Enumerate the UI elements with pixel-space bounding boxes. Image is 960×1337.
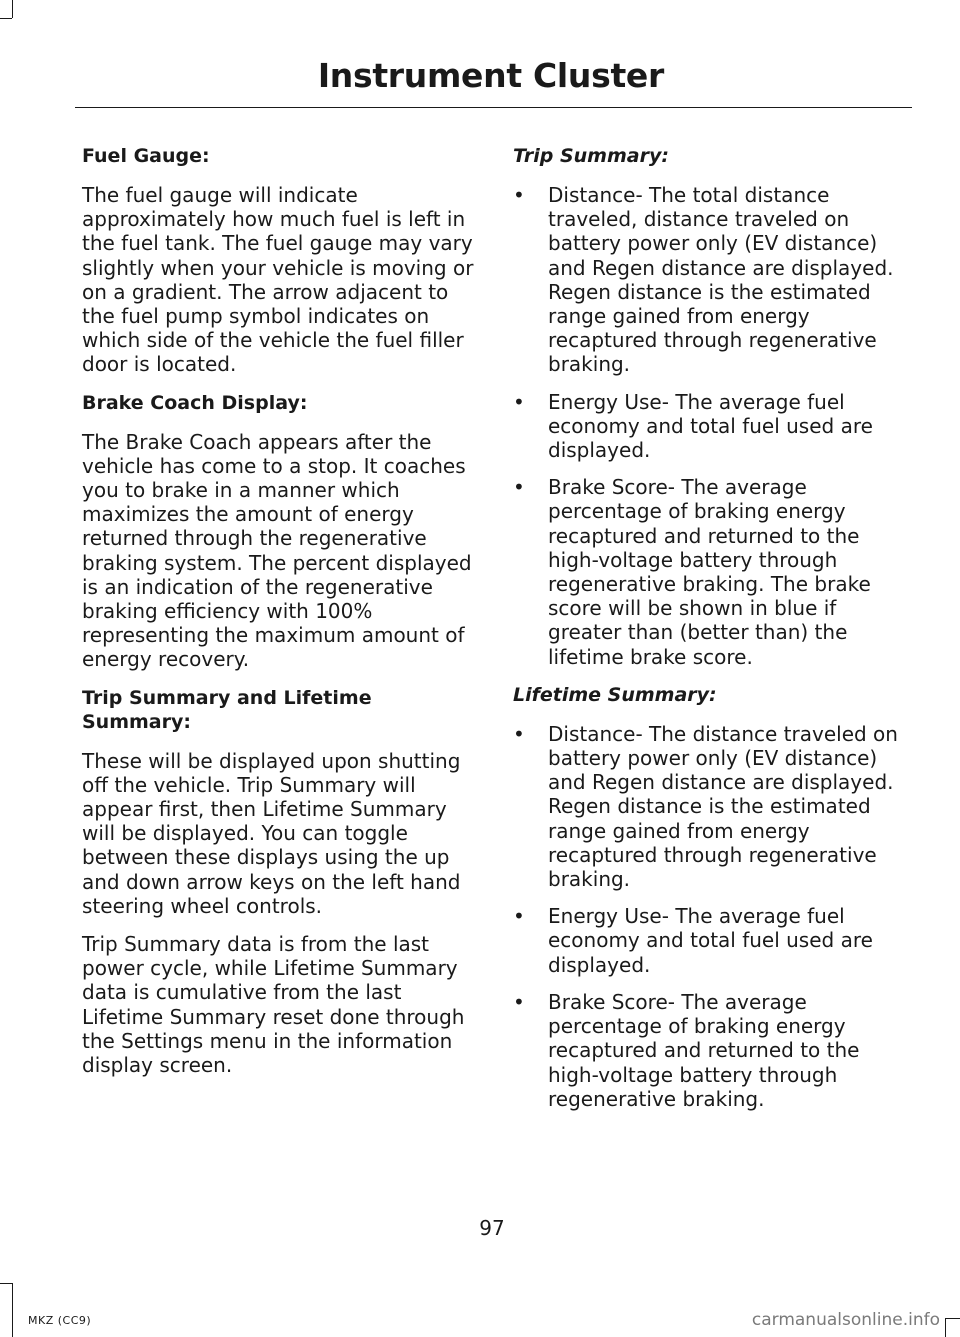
crop-mark-bottom-left-horizontal [0,1283,13,1284]
page-number: 97 [479,1216,505,1240]
list-item-text: Brake Score- The average percentage of braking energy recaptured and returned to the high-voltage battery through regenerative braking. The brake score will be shown in blue if greater than (better than) the lifetime brake score. [548,475,871,669]
crop-mark-bottom-left-vertical [12,1283,13,1337]
list-item [513,475,909,669]
crop-mark-bottom-right-horizontal [945,1318,960,1319]
list-item-text: Brake Score- The average percentage of braking energy recaptured and returned to the high-voltage battery through regenerative braking. [548,989,860,1111]
paragraph-fuel-gauge: The fuel gauge will indicate approximately how much fuel is left in the fuel tank. The fuel gauge may vary slightly when your vehicle is moving or on a gradient. The arrow adjacent to the fuel pump symbol indicates on which side of the vehicle the fuel filler door is located. [82,183,474,377]
paragraph-summaries-data: Trip Summary data is from the last power cycle, while Lifetime Summary data is cumulative from the last Lifetime Summary reset done through the Settings menu in the information display screen. [82,932,465,1078]
paragraph-brake-coach: The Brake Coach appears after the vehicle has come to a stop. It coaches you to brake in a manner which maximizes the amount of energy returned through the regenerative braking system. The percent displayed is an indication of the regenerative braking efficiency with 100% representing the maximum amount of energy recovery. [82,429,472,672]
section-heading-brake-coach: Brake Coach Display: [82,391,308,414]
header-divider [75,107,912,108]
list-item [513,390,909,463]
paragraph-summaries-display: These will be displayed upon shutting off the vehicle. Trip Summary will appear first, then Lifetime Summary will be displayed. You can toggle between these displays using the up and down arrow keys on the left hand steering wheel controls. [82,748,461,918]
footer-model-code: MKZ (CC9) [28,1314,92,1327]
page-title: Instrument Cluster [317,56,664,95]
bullet-glyph: • [513,904,525,929]
list-item-text: Energy Use- The average fuel economy and total fuel used are displayed. [548,389,873,463]
list-item [513,183,909,377]
section-heading-fuel-gauge: Fuel Gauge: [82,145,210,167]
list-item-text: Energy Use- The average fuel economy and total fuel used are displayed. [548,904,873,977]
watermark: carmanualsonline.info [751,1310,940,1330]
right-column [513,144,909,1125]
bullet-glyph: • [513,183,525,207]
list-item-text: Distance- The distance traveled on battery power only (EV distance) and Regen distance are displayed. Regen distance is the estimated range gained from energy recaptured through regenerative braking. [548,721,898,892]
crop-mark-top-left-horizontal [0,18,12,19]
list-item [513,904,909,977]
bullet-glyph: • [513,475,525,500]
trip-summary-list [513,183,909,669]
lifetime-summary-list [513,722,909,1111]
crop-mark-bottom-right-vertical [945,1318,946,1337]
list-item [513,722,909,891]
list-item-text: Distance- The total distance traveled, distance traveled on battery power only (EV distance) and Regen distance are displayed. Regen distance is the estimated range gained from energy recaptured through regenerative braking. [548,183,894,377]
section-heading-trip-summary: Trip Summary: [513,145,669,167]
bullet-glyph: • [513,721,525,746]
bullet-glyph: • [513,389,525,414]
bullet-glyph: • [513,989,525,1014]
crop-mark-top-left-vertical [12,0,13,18]
list-item [513,990,909,1111]
section-heading-lifetime-summary: Lifetime Summary: [513,683,717,706]
section-heading-summaries: Trip Summary and Lifetime Summary: [82,686,372,733]
left-column [82,144,478,1091]
